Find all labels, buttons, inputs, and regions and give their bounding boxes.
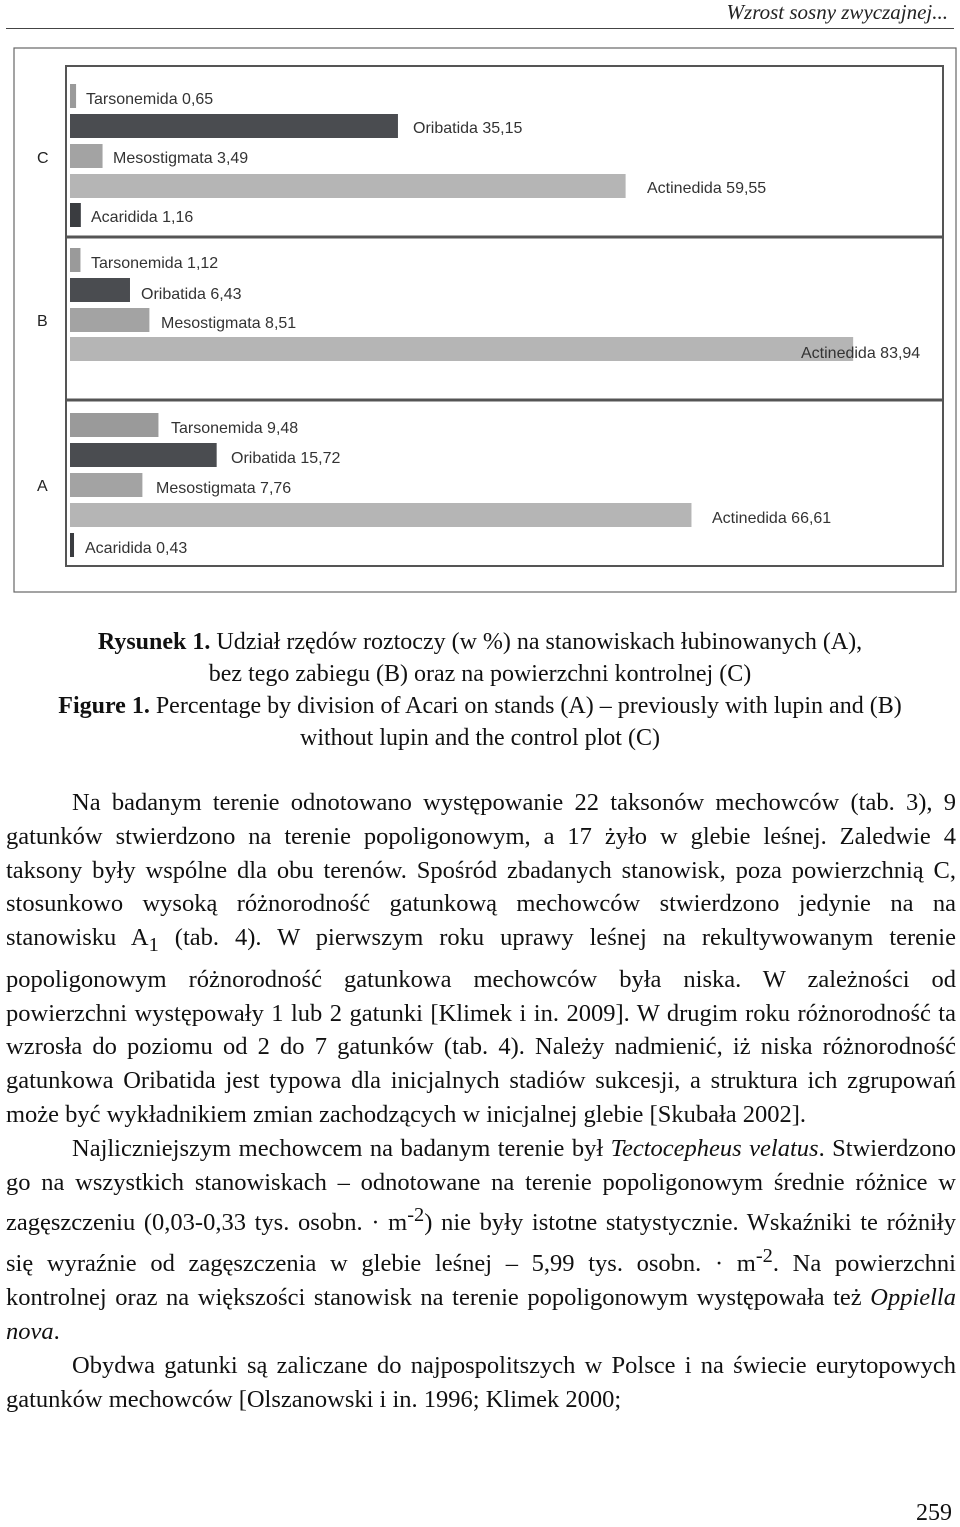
group-label-A: A [37, 478, 48, 495]
running-header: Wzrost sosny zwyczajnej... [726, 0, 948, 24]
caption-pl-line1 [0, 626, 960, 658]
bar-C-mesostigmata [70, 144, 103, 168]
data-label-B-actinedida: Actinedida 83,94 [801, 345, 921, 362]
caption-pl-line2: bez tego zabiegu (B) oraz na powierzchni kontrolnej (C) [208, 661, 752, 687]
group-label-B: B [37, 313, 48, 330]
p2-text-c: ) nie były istotne statystycznie. Wskaźniki te różniły się wyraźnie od zagęszczenia w glebie leśnej – 5,99 tys. osobn. · m [6, 1209, 956, 1278]
paragraph-1 [6, 786, 956, 1132]
bar-chart [0, 0, 960, 600]
bar-A-mesostigmata [70, 473, 142, 497]
bar-C-tarsonemida [70, 84, 76, 108]
bar-C-actinedida [70, 174, 626, 198]
bar-C-oribatida [70, 114, 398, 138]
caption-en-line1 [0, 690, 960, 722]
p3-text: Obydwa gatunki są zaliczane do najpospolitszych w Polsce i na świecie eurytopowych gatunków mechowców [Olszanowski i in. 1996; Klimek 2000; [6, 1351, 956, 1413]
p2-sup-1: -2 [407, 1204, 425, 1227]
p2-text-d: . Na powierzchni kontrolnej oraz na większości stanowisk na terenie popoligonowym występowała też [6, 1250, 956, 1312]
p2-sup-2: -2 [755, 1245, 773, 1268]
data-label-C-mesostigmata: Mesostigmata 3,49 [113, 150, 249, 167]
data-label-C-tarsonemida: Tarsonemida 0,65 [86, 91, 214, 108]
data-label-B-tarsonemida: Tarsonemida 1,12 [91, 255, 219, 272]
bar-B-actinedida [70, 337, 853, 361]
body-text [6, 786, 956, 1417]
caption-pl-text1: Udział rzędów roztoczy (w %) na stanowiskach łubinowanych (A), [210, 629, 863, 655]
caption-en-line2: without lupin and the control plot (C) [300, 725, 660, 751]
bar-A-oribatida [70, 443, 217, 467]
bar-A-tarsonemida [70, 413, 158, 437]
data-label-A-actinedida: Actinedida 66,61 [712, 510, 832, 527]
labels-layer [37, 91, 920, 557]
p2-text-a: Najliczniejszym mechowcem na badanym terenie był [72, 1134, 611, 1162]
caption-en-label: Figure 1. [58, 693, 150, 719]
bar-A-acaridida [70, 533, 74, 557]
data-label-A-tarsonemida: Tarsonemida 9,48 [171, 420, 299, 437]
data-label-B-oribatida: Oribatida 6,43 [141, 286, 242, 303]
group-label-C: C [37, 150, 49, 167]
caption-pl-label: Rysunek 1. [97, 629, 211, 655]
bar-B-oribatida [70, 278, 130, 302]
bar-B-tarsonemida [70, 248, 80, 272]
bar-A-actinedida [70, 503, 691, 527]
bar-B-mesostigmata [70, 308, 149, 332]
p2-text-b: . Stwierdzono go na wszystkich stanowiskach – odnotowane na terenie popoligonowym średnie różnice w zagęszczeniu (0,03-0,33 tys. osobn. · m [6, 1134, 956, 1237]
p1-subscript: 1 [148, 934, 159, 957]
caption-en-text1: Percentage by division of Acari on stands (A) – previously with lupin and (B) [149, 693, 902, 719]
data-label-C-acaridida: Acaridida 1,16 [91, 209, 194, 226]
data-label-A-oribatida: Oribatida 15,72 [231, 450, 341, 467]
paragraph-2 [6, 1132, 956, 1349]
species-tectocepheus: Tectocepheus velatus [610, 1134, 819, 1162]
data-label-C-oribatida: Oribatida 35,15 [413, 120, 523, 137]
data-label-A-mesostigmata: Mesostigmata 7,76 [156, 480, 292, 497]
data-label-A-acaridida: Acaridida 0,43 [85, 540, 188, 557]
p2-text-e: . [53, 1318, 60, 1346]
p1-text: Na badanym terenie odnotowano występowanie 22 taksonów mechowców (tab. 3), 9 gatunków stwierdzono na terenie popoligonowym, a 17 żyło w glebie leśnej. Zaledwie 4 taksony były wspólne dla obu terenów. Spośród zbadanych stanowisk, poza powierzchnią C, stosunkowo wysoką różnorodność gatunkową mechowców stwierdzono jedynie na na stanowisku A [6, 789, 956, 952]
data-label-B-mesostigmata: Mesostigmata 8,51 [161, 315, 297, 332]
bar-C-acaridida [70, 203, 81, 227]
paragraph-3 [6, 1349, 956, 1417]
data-label-C-actinedida: Actinedida 59,55 [647, 180, 767, 197]
page-number: 259 [916, 1500, 952, 1526]
species-oppiella: Oppiella nova [6, 1284, 956, 1346]
p1-text-end: (tab. 4). W pierwszym roku uprawy leśnej na rekultywowanym terenie popoligonowym różnorodność gatunkowa mechowców była niska. W zależności od powierzchni występowały 1 lub 2 gatunki [Klimek i in. 2009]. W drugim roku różnorodność ta wzrosła do poziomu od 2 do 7 gatunków (tab. 4). Należy nadmienić, iż niska różnorodność gatunkowa Oribatida jest typowa dla inicjalnych stadiów sukcesji, a struktura ich zgrupowań może być wykładnikiem zmian zachodzących w inicjalnej glebie [Skubała 2002]. [6, 924, 956, 1129]
